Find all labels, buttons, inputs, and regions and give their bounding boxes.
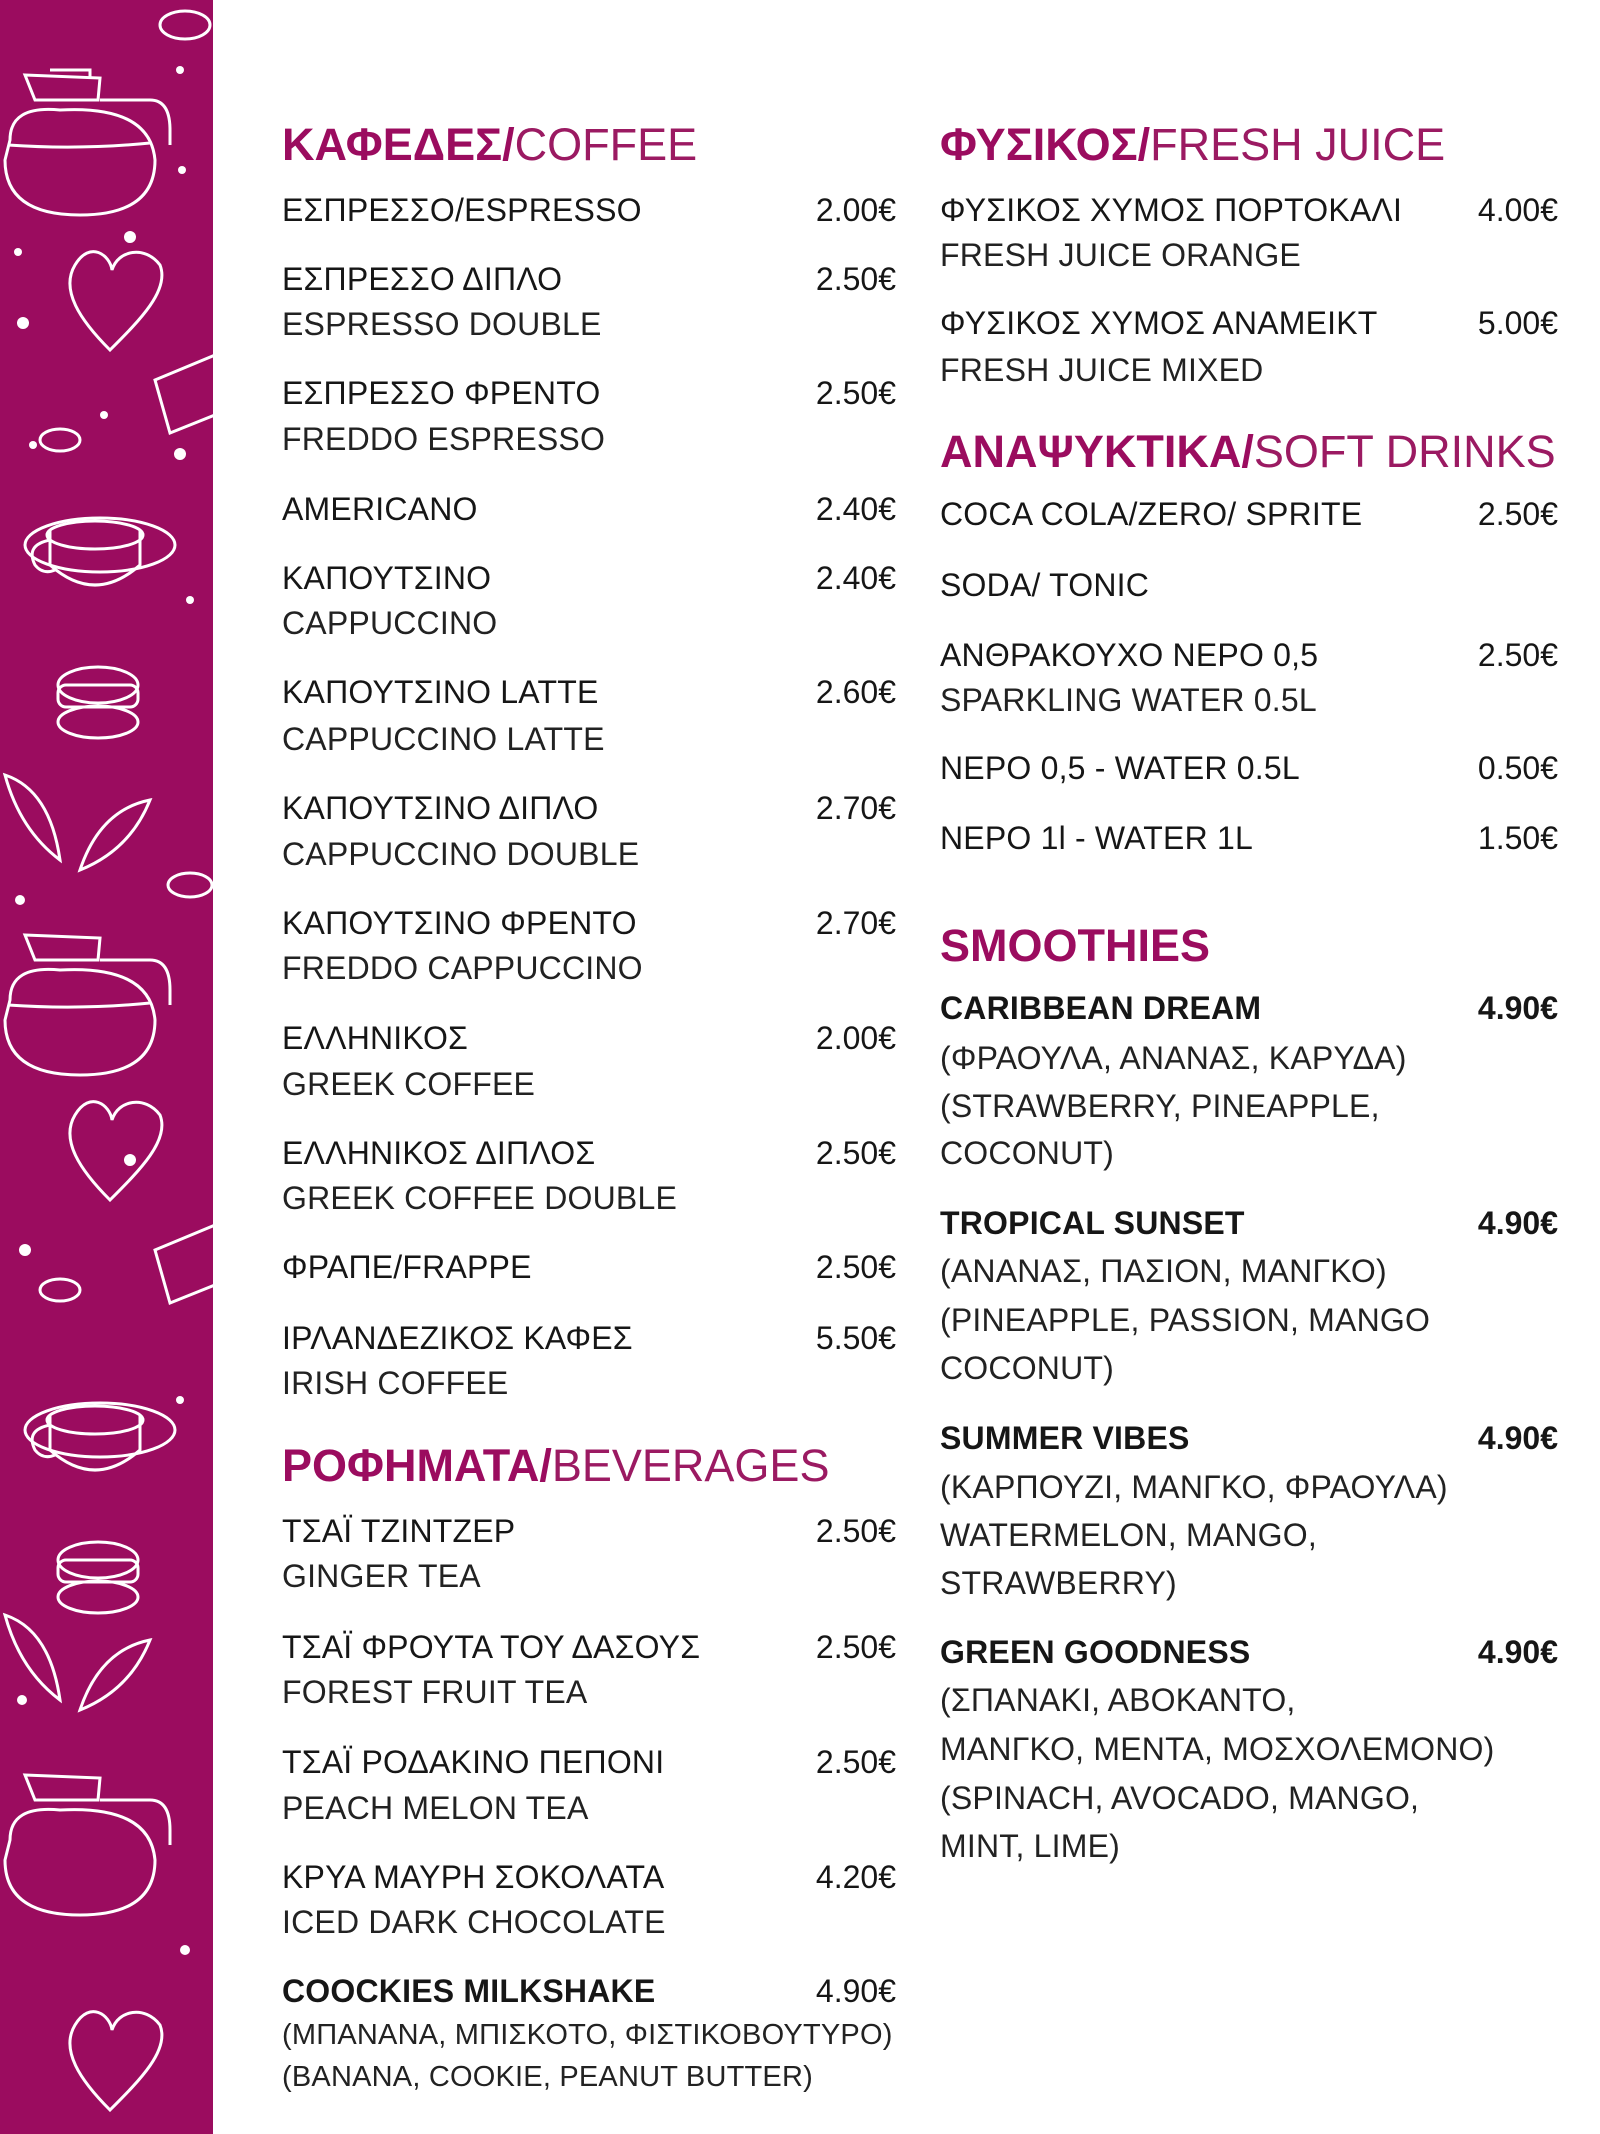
menu-item-name: ΕΛΛΗΝΙΚΟΣ	[282, 1020, 469, 1056]
menu-item-price: 5.50€	[815, 1320, 896, 1356]
menu-item-description: (ΚΑΡΠΟΥΖΙ, ΜΑΝΓΚΟ, ΦΡΑΟΥΛΑ)	[940, 1469, 1448, 1505]
macaron-icon	[58, 667, 138, 738]
macaron-icon	[58, 1542, 138, 1613]
menu-item-price: 2.50€	[1477, 496, 1558, 532]
menu-item-description: IRISH COFFEE	[282, 1365, 509, 1401]
menu-item-price: 4.90€	[815, 1973, 896, 2009]
section-title-greek: ΡΟΦΗΜΑΤΑ/	[282, 1440, 552, 1491]
coffee-pot-icon	[5, 935, 170, 1075]
section-heading	[282, 117, 697, 173]
section-heading	[940, 117, 1445, 173]
menu-item-name: ΕΛΛΗΝΙΚΟΣ ΔΙΠΛΟΣ	[282, 1135, 596, 1171]
menu-item-price: 4.00€	[1477, 192, 1558, 228]
menu-item-description: (SPINACH, AVOCADO, MANGO,	[940, 1780, 1420, 1816]
menu-item-description: FOREST FRUIT TEA	[282, 1674, 588, 1710]
heart-icon	[70, 1102, 162, 1200]
section-title-english: FRESH JUICE	[1150, 119, 1446, 170]
menu-item-price: 2.50€	[815, 261, 896, 297]
menu-item-description: (ΦΡΑΟΥΛΑ, ΑΝΑΝΑΣ, ΚΑΡΥΔΑ)	[940, 1040, 1407, 1076]
menu-item-description: SPARKLING WATER 0.5L	[940, 682, 1317, 718]
menu-item-name: ΦΥΣΙΚΟΣ ΧΥΜΟΣ ΑΝΑΜΕΙΚΤ	[940, 305, 1378, 341]
menu-item-price: 2.70€	[815, 905, 896, 941]
menu-item-name: ΝΕΡΟ 1l - WATER 1L	[940, 820, 1253, 856]
menu-item-name: ΕΣΠΡΕΣΣΟ/ESPRESSO	[282, 192, 642, 228]
menu-item-name: COOCKIES MILKSHAKE	[282, 1973, 656, 2009]
menu-item-price: 1.50€	[1477, 820, 1558, 856]
menu-item-name: ΙΡΛΑΝΔΕΖΙΚΟΣ ΚΑΦΕΣ	[282, 1320, 633, 1356]
menu-item-price: 2.50€	[815, 1513, 896, 1549]
menu-item-description: ESPRESSO DOUBLE	[282, 306, 602, 342]
menu-item-description: GREEK COFFEE DOUBLE	[282, 1180, 677, 1216]
menu-item-price: 4.90€	[1477, 1420, 1558, 1456]
section-title-english: COFFEE	[514, 119, 698, 170]
menu-item-description: (ΜΠΑΝΑΝΑ, ΜΠΙΣΚΟΤΟ, ΦΙΣΤΙΚΟΒΟΥΤΥΡΟ)	[282, 2019, 893, 2051]
section-title-greek: ΦΥΣΙΚΟΣ/	[940, 119, 1151, 170]
menu-item-name: ΝΕΡΟ 0,5 - WATER 0.5L	[940, 750, 1300, 786]
menu-item-price: 2.70€	[815, 790, 896, 826]
menu-item-price: 2.00€	[815, 1020, 896, 1056]
menu-item-description: ΜΑΝΓΚΟ, ΜΕΝΤΑ, ΜΟΣΧΟΛΕΜΟΝΟ)	[940, 1731, 1495, 1767]
section-title-greek: ΚΑΦΕΔΕΣ/	[282, 119, 515, 170]
coffee-bean-icon	[40, 1279, 80, 1301]
section-title-greek: SMOOTHIES	[940, 920, 1211, 971]
menu-item-price: 4.90€	[1477, 990, 1558, 1026]
menu-item-description: GREEK COFFEE	[282, 1066, 536, 1102]
menu-item-price: 2.40€	[815, 491, 896, 527]
menu-item-description: MINT, LIME)	[940, 1828, 1120, 1864]
menu-item-price: 0.50€	[1477, 750, 1558, 786]
menu-item-description: PEACH MELON TEA	[282, 1790, 589, 1826]
menu-item-description: ICED DARK CHOCOLATE	[282, 1904, 666, 1940]
menu-item-price: 2.50€	[815, 375, 896, 411]
menu-item-price: 5.00€	[1477, 305, 1558, 341]
menu-item-description: STRAWBERRY)	[940, 1565, 1177, 1601]
menu-item-price: 2.50€	[815, 1135, 896, 1171]
menu-item-name: CARIBBEAN DREAM	[940, 990, 1262, 1026]
menu-item-description: CAPPUCCINO LATTE	[282, 721, 605, 757]
coffee-pot-icon	[5, 70, 170, 215]
menu-item-price: 2.00€	[815, 192, 896, 228]
menu-item-description: FREDDO ESPRESSO	[282, 421, 606, 457]
menu-item-description: CAPPUCCINO DOUBLE	[282, 836, 640, 872]
menu-item-name: ΤΣΑΪ ΡΟΔΑΚΙΝΟ ΠΕΠΟΝΙ	[282, 1744, 665, 1780]
decorative-pattern-sidebar	[0, 0, 213, 2134]
menu-item-name: ΚΡΥΑ ΜΑΥΡΗ ΣΟΚΟΛΑΤΑ	[282, 1859, 665, 1895]
section-heading	[940, 424, 1556, 480]
section-heading	[940, 918, 1210, 974]
menu-item-price: 4.90€	[1477, 1205, 1558, 1241]
menu-item-description: FRESH JUICE ORANGE	[940, 237, 1301, 273]
menu-item-description: COCONUT)	[940, 1135, 1115, 1171]
menu-item-name: TROPICAL SUNSET	[940, 1205, 1245, 1241]
coffee-cup-icon	[25, 1403, 175, 1470]
leaf-icon	[5, 1615, 150, 1710]
menu-item-price: 2.60€	[815, 674, 896, 710]
section-title-english: SOFT DRINKS	[1253, 426, 1556, 477]
menu-item-name: ΑΝΘΡΑΚΟΥΧΟ ΝΕΡΟ 0,5	[940, 637, 1319, 673]
menu-item-description: (ΑΝΑΝΑΣ, ΠΑΣΙΟΝ, ΜΑΝΓΚΟ)	[940, 1253, 1387, 1289]
sugar-packet-icon	[155, 355, 213, 433]
section-heading	[282, 1438, 829, 1494]
menu-item-description: FREDDO CAPPUCCINO	[282, 950, 643, 986]
menu-item-description: WATERMELON, MANGO,	[940, 1517, 1317, 1553]
menu-item-price: 2.40€	[815, 560, 896, 596]
menu-item-name: ΚΑΠΟΥΤΣΙΝΟ ΔΙΠΛΟ	[282, 790, 599, 826]
menu-item-name: ΚΑΠΟΥΤΣΙΝΟ	[282, 560, 492, 596]
menu-item-price: 2.50€	[815, 1629, 896, 1665]
menu-item-name: GREEN GOODNESS	[940, 1634, 1251, 1670]
menu-item-description: (ΣΠΑΝΑΚΙ, ΑΒΟΚΑΝΤΟ,	[940, 1682, 1296, 1718]
menu-item-name: ΚΑΠΟΥΤΣΙΝΟ LATTE	[282, 674, 599, 710]
menu-item-name: AMERICANO	[282, 491, 478, 527]
coffee-cup-icon	[25, 518, 175, 585]
menu-item-name: SUMMER VIBES	[940, 1420, 1190, 1456]
leaf-icon	[5, 775, 150, 870]
menu-item-price: 2.50€	[815, 1744, 896, 1780]
menu-item-description: (BANANA, COOKIE, PEANUT BUTTER)	[282, 2061, 813, 2093]
menu-item-description: FRESH JUICE MIXED	[940, 352, 1264, 388]
menu-item-price: 2.50€	[1477, 637, 1558, 673]
sugar-packet-icon	[155, 1225, 213, 1303]
menu-item-name: ΚΑΠΟΥΤΣΙΝΟ ΦΡΕΝΤΟ	[282, 905, 637, 941]
heart-icon	[70, 2012, 162, 2110]
section-title-greek: ΑΝΑΨΥΚΤΙΚΑ/	[940, 426, 1254, 477]
coffee-bean-icon	[160, 11, 210, 39]
menu-item-price: 4.20€	[815, 1859, 896, 1895]
menu-item-name: COCA COLA/ZERO/ SPRITE	[940, 496, 1363, 532]
menu-item-name: ΕΣΠΡΕΣΣΟ ΔΙΠΛΟ	[282, 261, 563, 297]
menu-item-description: (PINEAPPLE, PASSION, MANGO	[940, 1302, 1431, 1338]
menu-item-price: 4.90€	[1477, 1634, 1558, 1670]
heart-icon	[70, 252, 162, 350]
menu-item-description: CAPPUCCINO	[282, 605, 498, 641]
menu-item-name: SODA/ TONIC	[940, 567, 1150, 603]
menu-item-name: ΤΣΑΪ ΤΖΙΝΤΖΕΡ	[282, 1513, 516, 1549]
coffee-bean-icon	[168, 873, 212, 897]
menu-item-name: ΦΥΣΙΚΟΣ ΧΥΜΟΣ ΠΟΡΤΟΚΑΛΙ	[940, 192, 1403, 228]
menu-item-description: COCONUT)	[940, 1350, 1115, 1386]
dots-decoration	[14, 66, 194, 1955]
menu-item-price: 2.50€	[815, 1249, 896, 1285]
menu-item-description: (STRAWBERRY, PINEAPPLE,	[940, 1088, 1380, 1124]
menu-item-description: GINGER TEA	[282, 1558, 481, 1594]
menu-item-name: ΦΡΑΠΕ/FRAPPE	[282, 1249, 532, 1285]
menu-item-name: ΤΣΑΪ ΦΡΟΥΤΑ ΤΟΥ ΔΑΣΟΥΣ	[282, 1629, 701, 1665]
coffee-pot-icon	[5, 1775, 170, 1915]
menu-item-name: ΕΣΠΡΕΣΣΟ ΦΡΕΝΤΟ	[282, 375, 601, 411]
coffee-bean-icon	[40, 429, 80, 451]
section-title-english: BEVERAGES	[551, 1440, 830, 1491]
